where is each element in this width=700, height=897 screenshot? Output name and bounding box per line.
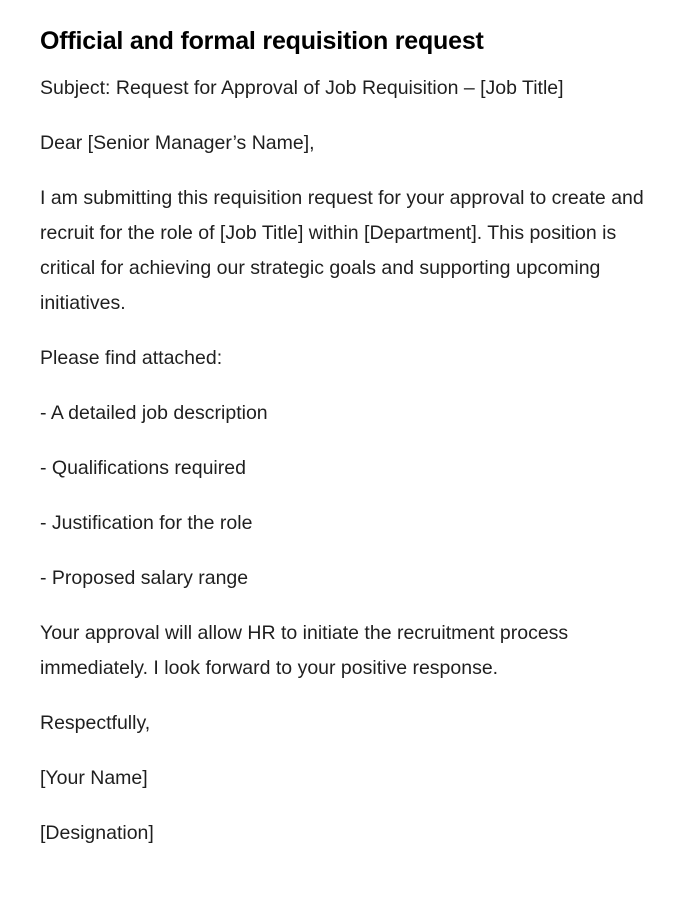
sign-off: Respectfully, [40,712,151,734]
signer-name: [Your Name] [40,767,148,789]
closing-paragraph: Your approval will allow HR to initiate the recruitment process immediately. I look forward to your positive response. [40,622,569,679]
attachments-intro: Please find attached: [40,347,223,369]
attachment-item-salary-range: - Proposed salary range [40,567,249,589]
salutation: Dear [Senior Manager’s Name], [40,132,315,154]
attachment-item-job-description: - A detailed job description [40,402,268,424]
attachment-item-justification: - Justification for the role [40,512,253,534]
attachment-item-qualifications: - Qualifications required [40,457,246,479]
intro-paragraph: I am submitting this requisition request for your approval to create and recruit for the role of [Job Title] within [Department]. This position is critical for achieving our strategic goals and supporting upcoming initiatives. [40,187,644,314]
letter-document [40,26,660,871]
subject-line: Subject: Request for Approval of Job Requisition – [Job Title] [40,77,564,99]
signer-designation: [Designation] [40,822,154,844]
document-title: Official and formal requisition request [40,27,484,55]
